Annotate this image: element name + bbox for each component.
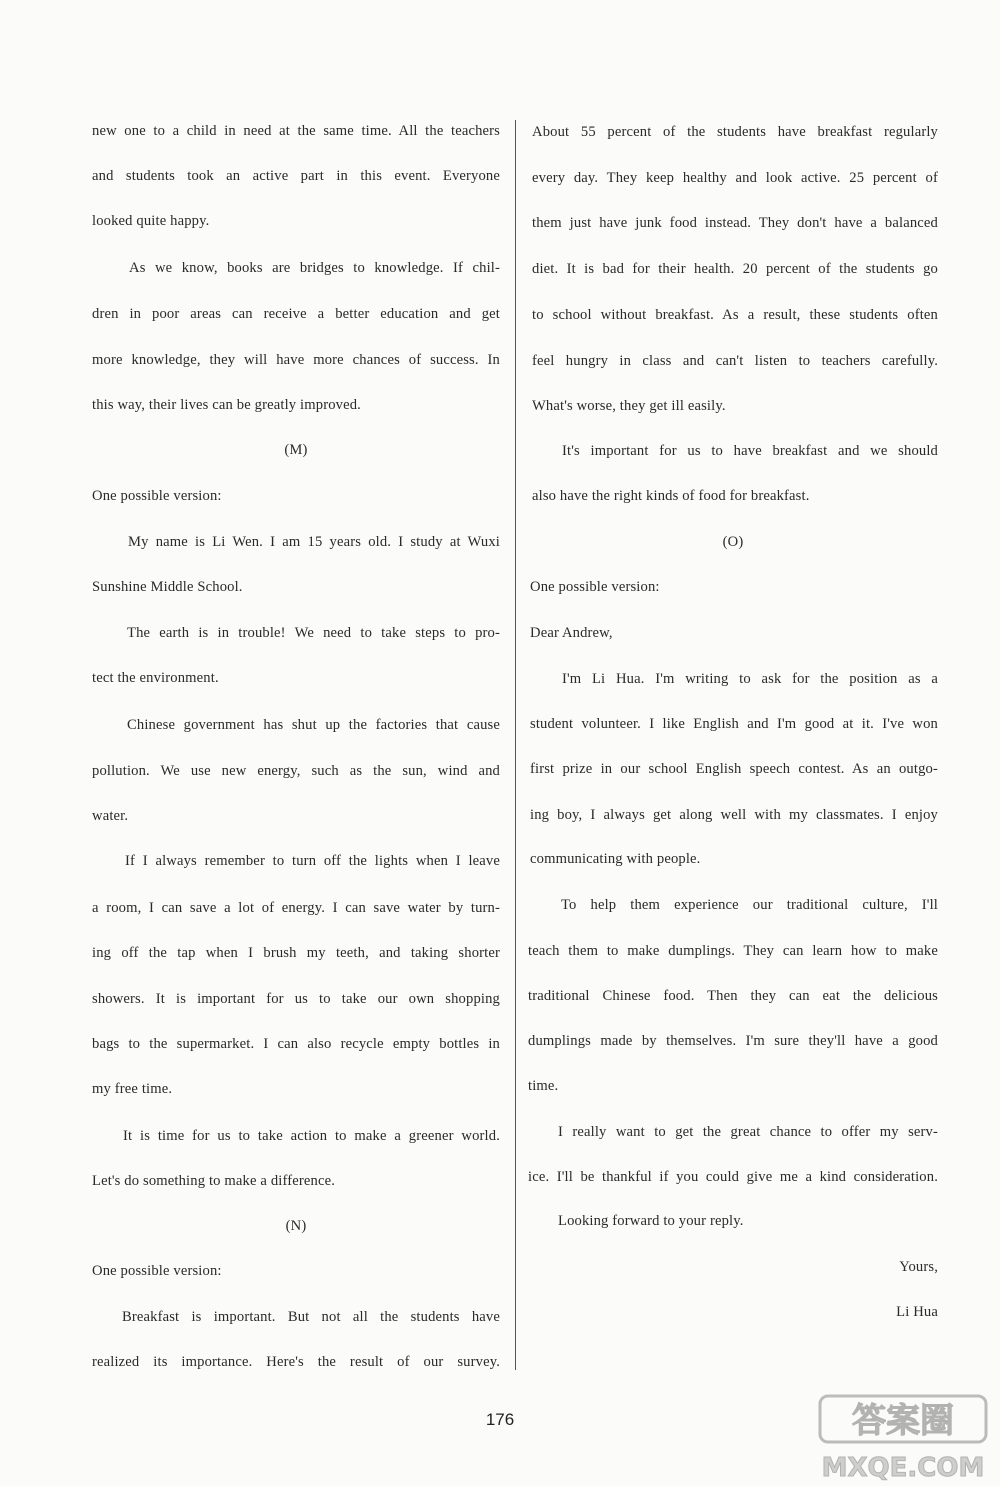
- text-line: bags to the supermarket. I can also recycle empty bottles in: [92, 1036, 500, 1052]
- text-line: ing boy, I always get along well with my classmates. I enjoy: [530, 807, 938, 823]
- letter-closing: Yours,: [899, 1259, 938, 1275]
- text-line: About 55 percent of the students have breakfast regularly: [532, 124, 938, 140]
- text-line: To help them experience our traditional culture, I'll: [561, 897, 938, 913]
- text-line: Chinese government has shut up the factories that cause: [127, 717, 500, 733]
- text-line: ice. I'll be thankful if you could give me a kind consideration.: [528, 1169, 938, 1185]
- text-line: One possible version:: [92, 1263, 222, 1279]
- svg-text:答案圈: 答案圈: [852, 1401, 954, 1441]
- watermark-logo: [812, 1392, 994, 1484]
- text-line: tect the environment.: [92, 670, 219, 686]
- text-line: I really want to get the great chance to offer my serv-: [558, 1124, 938, 1140]
- text-line: As we know, books are bridges to knowledge. If chil-: [129, 260, 500, 276]
- text-line: dumplings made by themselves. I'm sure they'll have a good: [528, 1033, 938, 1049]
- text-line: I'm Li Hua. I'm writing to ask for the position as a: [562, 671, 938, 687]
- text-line: One possible version:: [92, 488, 222, 504]
- text-line: and students took an active part in this event. Everyone: [92, 168, 500, 184]
- text-line: teach them to make dumplings. They can learn how to make: [528, 943, 938, 959]
- text-line: every day. They keep healthy and look active. 25 percent of: [532, 170, 938, 186]
- text-line: Looking forward to your reply.: [558, 1213, 744, 1229]
- text-line: Let's do something to make a difference.: [92, 1173, 335, 1189]
- section-label: (N): [285, 1218, 307, 1234]
- text-line: diet. It is bad for their health. 20 percent of the students go: [532, 261, 938, 277]
- text-line: showers. It is important for us to take our own shopping: [92, 991, 500, 1007]
- page-number: 176: [485, 1410, 515, 1429]
- text-line: to school without breakfast. As a result, these students often: [532, 307, 938, 323]
- text-line: It's important for us to have breakfast and we should: [562, 443, 938, 459]
- text-line: It is time for us to take action to make a greener world.: [123, 1128, 500, 1144]
- text-line: ing off the tap when I brush my teeth, and taking shorter: [92, 945, 500, 961]
- text-line: realized its importance. Here's the result of our survey.: [92, 1354, 500, 1370]
- text-line: water.: [92, 808, 129, 824]
- text-line: also have the right kinds of food for breakfast.: [532, 488, 810, 504]
- text-line: this way, their lives can be greatly improved.: [92, 397, 361, 413]
- text-line: Dear Andrew,: [530, 625, 613, 641]
- column-divider: [515, 120, 516, 1370]
- text-line: pollution. We use new energy, such as the sun, wind and: [92, 763, 500, 779]
- text-line: Sunshine Middle School.: [92, 579, 243, 595]
- text-line: student volunteer. I like English and I'm good at it. I've won: [530, 716, 938, 732]
- text-line: If I always remember to turn off the lights when I leave: [125, 853, 500, 869]
- text-line: The earth is in trouble! We need to take steps to pro-: [127, 625, 500, 641]
- section-label: (O): [722, 534, 744, 550]
- text-line: feel hungry in class and can't listen to teachers carefully.: [532, 353, 938, 369]
- text-line: communicating with people.: [530, 851, 701, 867]
- text-line: my free time.: [92, 1081, 173, 1097]
- text-line: What's worse, they get ill easily.: [532, 398, 726, 414]
- section-label: (M): [284, 442, 308, 458]
- letter-signature: Li Hua: [896, 1304, 938, 1320]
- text-line: looked quite happy.: [92, 213, 210, 229]
- text-line: more knowledge, they will have more chances of success. In: [92, 352, 500, 368]
- text-line: traditional Chinese food. Then they can eat the delicious: [528, 988, 938, 1004]
- text-line: them just have junk food instead. They don't have a balanced: [532, 215, 938, 231]
- text-line: Breakfast is important. But not all the students have: [122, 1309, 500, 1325]
- text-line: a room, I can save a lot of energy. I can save water by turn-: [92, 900, 500, 916]
- text-line: new one to a child in need at the same time. All the teachers: [92, 123, 500, 139]
- text-line: dren in poor areas can receive a better education and get: [92, 306, 500, 322]
- svg-text:MXQE.COM: MXQE.COM: [821, 1453, 985, 1483]
- text-line: One possible version:: [530, 579, 660, 595]
- text-line: My name is Li Wen. I am 15 years old. I study at Wuxi: [128, 534, 500, 550]
- text-line: time.: [528, 1078, 559, 1094]
- text-line: first prize in our school English speech contest. As an outgo-: [530, 761, 938, 777]
